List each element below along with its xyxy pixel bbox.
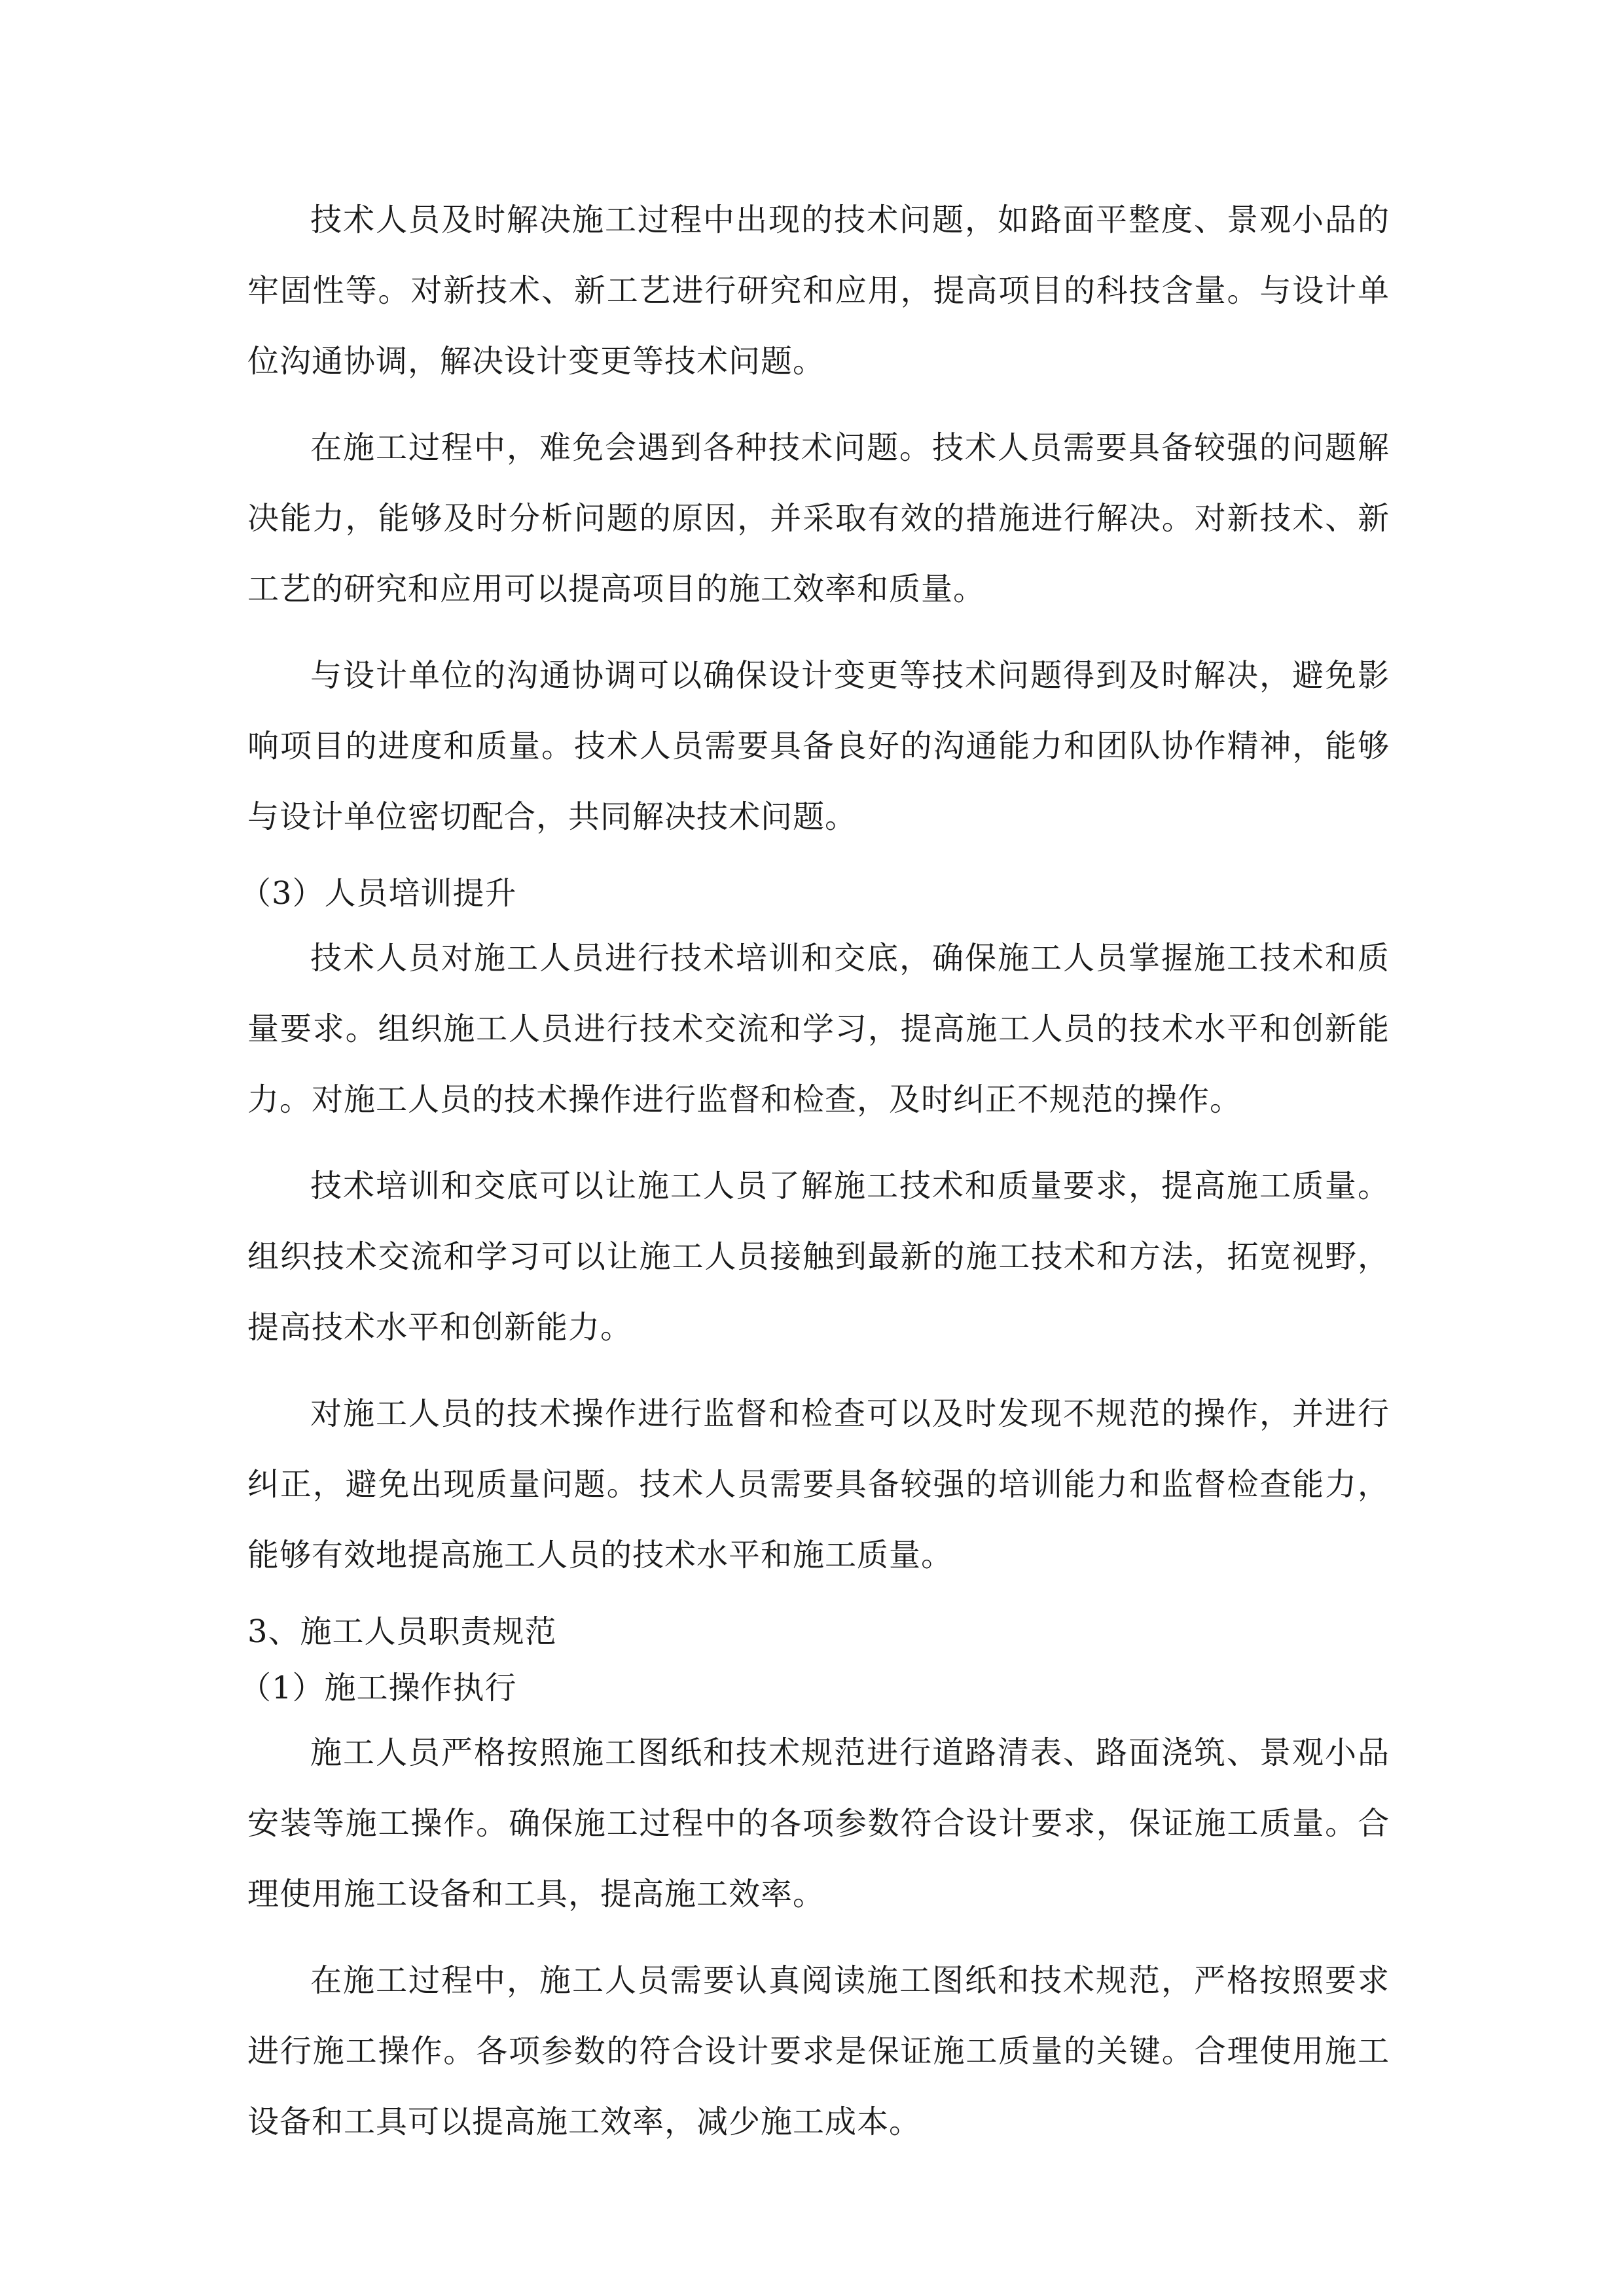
paragraph-problem-analysis: 在施工过程中，难免会遇到各种技术问题。技术人员需要具备较强的问题解决能力，能够及时分析问题的原因，并采取有效的措施进行解决。对新技术、新工艺的研究和应用可以提高项目的施工效率和质量。: [247, 429, 1390, 607]
paragraph-reading-drawings: 在施工过程中，施工人员需要认真阅读施工图纸和技术规范，严格按照要求进行施工操作。各项参数的符合设计要求是保证施工质量的关键。合理使用施工设备和工具可以提高施工效率，减少施工成本。: [247, 1962, 1390, 2140]
paragraph-training-benefits: 技术培训和交底可以让施工人员了解施工技术和质量要求，提高施工质量。组织技术交流和学习可以让施工人员接触到最新的施工技术和方法，拓宽视野，提高技术水平和创新能力。: [247, 1168, 1390, 1346]
paragraph-supervision: 对施工人员的技术操作进行监督和检查可以及时发现不规范的操作，并进行纠正，避免出现质量问题。技术人员需要具备较强的培训能力和监督检查能力，能够有效地提高施工人员的技术水平和施工质量。: [247, 1395, 1390, 1573]
document-body: [240, 185, 1390, 2173]
paragraph-strict-operation: 施工人员严格按照施工图纸和技术规范进行道路清表、路面浇筑、景观小品安装等施工操作。确保施工过程中的各项参数符合设计要求，保证施工质量。合理使用施工设备和工具，提高施工效率。: [247, 1734, 1390, 1912]
subheading-staff-training: （3）人员培训提升: [240, 875, 517, 912]
section-heading-construction-staff-duties: 3、施工人员职责规范: [247, 1613, 557, 1650]
paragraph-training-briefing: 技术人员对施工人员进行技术培训和交底，确保施工人员掌握施工技术和质量要求。组织施工人员进行技术交流和学习，提高施工人员的技术水平和创新能力。对施工人员的技术操作进行监督和检查，及时纠正不规范的操作。: [247, 940, 1390, 1118]
paragraph-tech-problem-solving: 技术人员及时解决施工过程中出现的技术问题，如路面平整度、景观小品的牢固性等。对新技术、新工艺进行研究和应用，提高项目的科技含量。与设计单位沟通协调，解决设计变更等技术问题。: [247, 202, 1390, 380]
paragraph-design-coordination: 与设计单位的沟通协调可以确保设计变更等技术问题得到及时解决，避免影响项目的进度和质量。技术人员需要具备良好的沟通能力和团队协作精神，能够与设计单位密切配合，共同解决技术问题。: [247, 657, 1390, 835]
subheading-operation-execution: （1）施工操作执行: [240, 1670, 517, 1706]
